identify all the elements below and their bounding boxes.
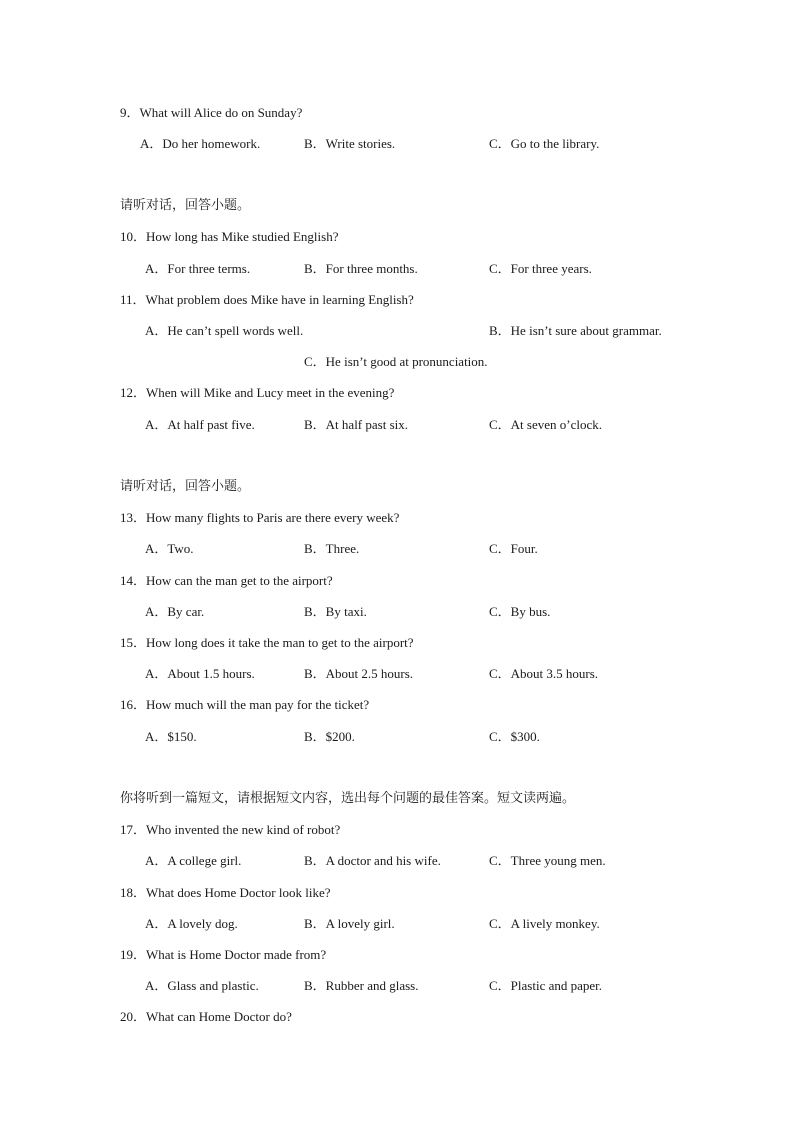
question-text: What can Home Doctor do? <box>146 1009 292 1024</box>
question-text: How much will the man pay for the ticket? <box>146 697 370 712</box>
option-b: B．A lovely girl. <box>304 916 395 931</box>
option-b: B．Rubber and glass. <box>304 978 419 993</box>
question-9 <box>120 105 302 121</box>
question-text: What is Home Doctor made from? <box>146 947 327 962</box>
option-b: B．Write stories. <box>304 136 396 151</box>
section-instruction: 请听对话，回答小题。 <box>120 198 251 213</box>
option-a: A．Two. <box>145 541 194 556</box>
question-text: When will Mike and Lucy meet in the evening? <box>146 385 395 400</box>
question-text: Who invented the new kind of robot? <box>146 822 341 837</box>
question-text: How long has Mike studied English? <box>146 229 339 244</box>
option-a: A．At half past five. <box>145 417 255 432</box>
question-number: 20． <box>120 1009 147 1024</box>
question-text: What problem does Mike have in learning English? <box>145 292 414 307</box>
option-c: C．By bus. <box>489 604 551 619</box>
option-a: A．$150. <box>145 729 197 744</box>
question-text: How long does it take the man to get to the airport? <box>146 635 414 650</box>
question-10 <box>120 229 338 245</box>
option-b: B．At half past six. <box>304 417 408 432</box>
option-b: B．About 2.5 hours. <box>304 666 414 681</box>
option-c: C．Four. <box>489 541 538 556</box>
option-b: B．He isn’t sure about grammar. <box>489 323 662 338</box>
option-a: A．He can’t spell words well. <box>145 323 304 338</box>
option-c: C．Plastic and paper. <box>489 978 603 993</box>
option-b: B．By taxi. <box>304 604 367 619</box>
question-15 <box>120 635 414 651</box>
question-number: 18． <box>120 885 147 900</box>
option-c: C．He isn’t good at pronunciation. <box>304 354 488 369</box>
option-a: A．Glass and plastic. <box>145 978 259 993</box>
question-number: 13． <box>120 510 147 525</box>
option-a: A．About 1.5 hours. <box>145 666 255 681</box>
question-13 <box>120 510 399 526</box>
option-a: A．By car. <box>145 604 205 619</box>
question-19 <box>120 947 326 963</box>
option-c: C．A lively monkey. <box>489 916 600 931</box>
option-c: C．About 3.5 hours. <box>489 666 599 681</box>
question-text: What does Home Doctor look like? <box>146 885 331 900</box>
question-number: 15． <box>120 635 147 650</box>
question-12 <box>120 385 394 401</box>
option-b: B．$200. <box>304 729 355 744</box>
question-number: 16． <box>120 697 147 712</box>
option-a: A．A lovely dog. <box>145 916 238 931</box>
question-number: 17． <box>120 822 147 837</box>
option-b: B．A doctor and his wife. <box>304 853 441 868</box>
question-16 <box>120 697 369 713</box>
question-number: 10． <box>120 229 147 244</box>
option-a: A．A college girl. <box>145 853 242 868</box>
question-number: 12． <box>120 385 147 400</box>
question-number: 9． <box>120 105 140 120</box>
section-instruction: 你将听到一篇短文，请根据短文内容，选出每个问题的最佳答案。短文读两遍。 <box>120 791 576 806</box>
option-c: C．For three years. <box>489 261 592 276</box>
question-number: 11． <box>120 292 146 307</box>
option-c: C．Go to the library. <box>489 136 600 151</box>
question-14 <box>120 573 333 589</box>
section-instruction: 请听对话，回答小题。 <box>120 479 251 494</box>
option-a: A．For three terms. <box>145 261 251 276</box>
option-c: C．At seven o’clock. <box>489 417 603 432</box>
option-b: B．For three months. <box>304 261 418 276</box>
question-17 <box>120 822 340 838</box>
option-c: C．$300. <box>489 729 540 744</box>
question-text: How can the man get to the airport? <box>146 573 333 588</box>
question-text: How many flights to Paris are there every week? <box>146 510 400 525</box>
question-11 <box>120 292 414 308</box>
question-text: What will Alice do on Sunday? <box>139 105 303 120</box>
question-18 <box>120 885 331 901</box>
option-c: C．Three young men. <box>489 853 606 868</box>
option-b: B．Three. <box>304 541 360 556</box>
question-number: 14． <box>120 573 147 588</box>
question-20 <box>120 1009 292 1025</box>
question-number: 19． <box>120 947 147 962</box>
option-a: A．Do her homework. <box>140 136 261 151</box>
